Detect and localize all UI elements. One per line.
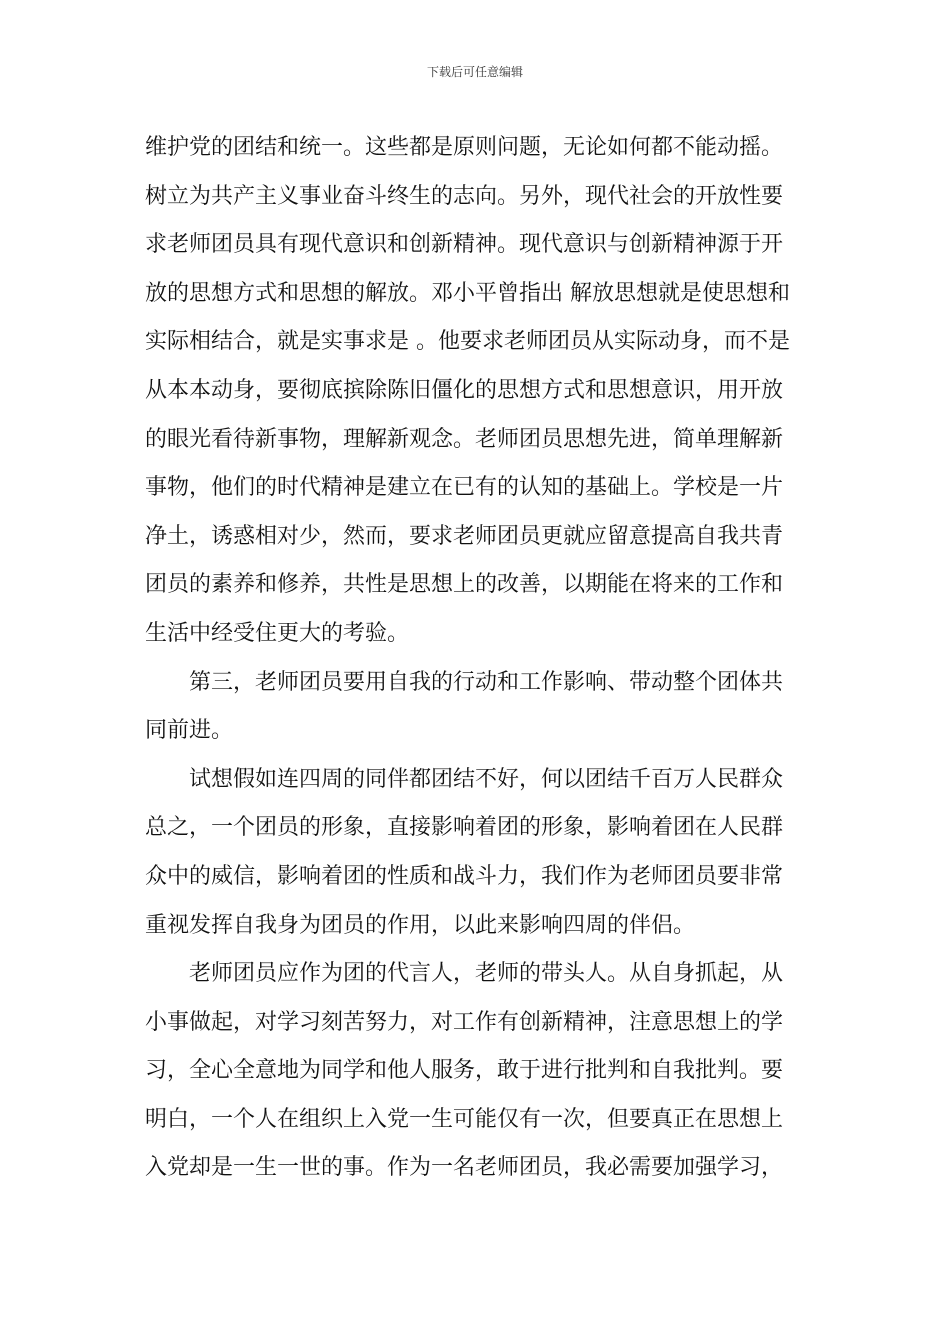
text-line: 树立为共产主义事业奋斗终生的志向。另外，现代社会的开放性要 <box>145 183 784 209</box>
text-line: 第三，老师团员要用自我的行动和工作影响、带动整个团体共 <box>145 669 784 695</box>
text-line: 同前进。 <box>145 718 234 744</box>
text-line: 入党却是一生一世的事。作为一名老师团员，我必需要加强学习， <box>145 1155 784 1181</box>
page-header-note: 下载后可任意编辑 <box>426 65 523 79</box>
text-line: 事物，他们的时代精神是建立在已有的认知的基础上。学校是一片 <box>145 475 784 501</box>
text-line: 习，全心全意地为同学和他人服务，敢于进行批判和自我批判。要 <box>145 1058 784 1084</box>
text-line: 实际相结合，就是实事求是 。他要求老师团员从实际动身，而不是 <box>145 329 790 355</box>
text-line: 求老师团员具有现代意识和创新精神。现代意识与创新精神源于开 <box>145 232 784 258</box>
text-line: 老师团员应作为团的代言人，老师的带头人。从自身抓起，从 <box>145 961 784 987</box>
text-line: 团员的素养和修养，共性是思想上的改善，以期能在将来的工作和 <box>145 572 784 598</box>
text-line: 众中的威信，影响着团的性质和战斗力，我们作为老师团员要非常 <box>145 863 784 889</box>
text-line: 试想假如连四周的同伴都团结不好，何以团结千百万人民群众 <box>145 766 784 792</box>
document-body <box>145 124 811 1193</box>
text-line: 明白，一个人在组织上入党一生可能仅有一次，但要真正在思想上 <box>145 1106 784 1132</box>
text-line: 的眼光看待新事物，理解新观念。老师团员思想先进，简单理解新 <box>145 426 784 452</box>
text-line: 维护党的团结和统一。这些都是原则问题，无论如何都不能动摇。 <box>145 135 784 160</box>
text-line: 生活中经受住更大的考验。 <box>145 620 410 646</box>
text-line: 重视发挥自我身为团员的作用，以此来影响四周的伴侣。 <box>145 912 696 938</box>
text-line: 小事做起，对学习刻苦努力，对工作有创新精神，注意思想上的学 <box>145 1009 784 1035</box>
text-line: 从本本动身，要彻底摈除陈旧僵化的思想方式和思想意识，用开放 <box>145 377 784 403</box>
text-line: 总之，一个团员的形象，直接影响着团的形象，影响着团在人民群 <box>145 815 784 841</box>
text-line: 放的思想方式和思想的解放。邓小平曾指出 解放思想就是使思想和 <box>145 280 790 306</box>
text-line: 净土，诱惑相对少，然而，要求老师团员更就应留意提高自我共青 <box>145 523 784 549</box>
